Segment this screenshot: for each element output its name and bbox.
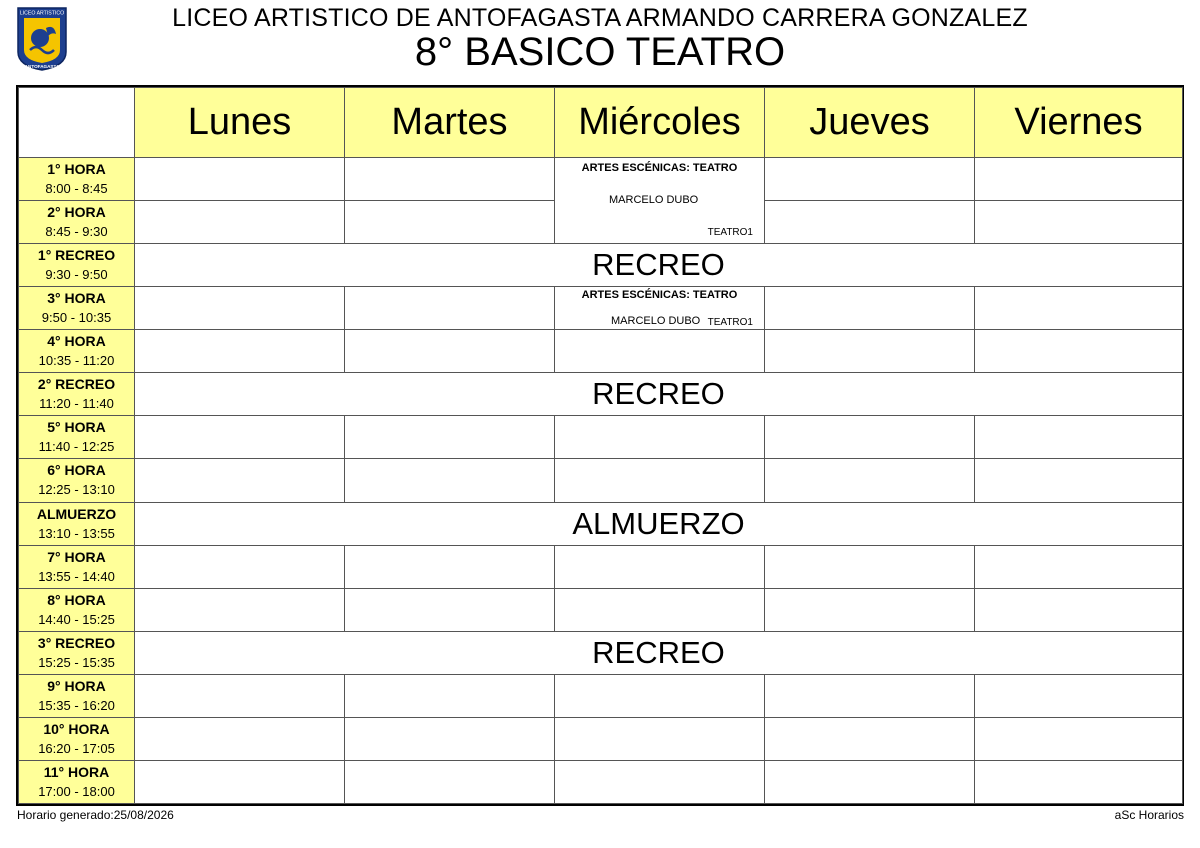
svg-text:ANTOFAGASTA: ANTOFAGASTA [24, 64, 60, 69]
break-row [19, 502, 1183, 545]
empty-slot [135, 459, 345, 502]
day-header-lunes: Lunes [135, 88, 345, 158]
lesson-subject: ARTES ESCÉNICAS: TEATRO [581, 162, 738, 174]
period-row [19, 588, 1183, 631]
empty-slot [345, 545, 555, 588]
day-header-viernes: Viernes [975, 88, 1183, 158]
empty-slot [975, 416, 1183, 459]
period-row [19, 545, 1183, 588]
empty-slot [975, 717, 1183, 760]
period-name: 5° HORA [47, 419, 106, 436]
period-time: 14:40 - 15:25 [38, 611, 115, 627]
software-credit: aSc Horarios [1114, 808, 1184, 822]
period-name: 2° RECREO [37, 376, 116, 393]
period-time: 8:00 - 8:45 [45, 181, 108, 197]
empty-slot [555, 760, 765, 803]
empty-slot [555, 416, 765, 459]
period-row [19, 287, 1183, 330]
period-label [19, 330, 135, 373]
corner-cell [19, 88, 135, 158]
empty-slot [345, 416, 555, 459]
empty-slot [345, 674, 555, 717]
period-label [19, 158, 135, 201]
empty-slot [975, 459, 1183, 502]
period-time: 15:35 - 16:20 [38, 697, 115, 713]
lesson-card [555, 287, 765, 330]
empty-slot [765, 330, 975, 373]
period-row [19, 330, 1183, 373]
empty-slot [975, 158, 1183, 201]
empty-slot [765, 459, 975, 502]
empty-slot [975, 287, 1183, 330]
period-name: 1° HORA [47, 161, 106, 178]
empty-slot [135, 201, 345, 244]
period-name: 2° HORA [47, 204, 106, 221]
lesson-teacher: MARCELO DUBO [611, 315, 701, 328]
period-time: 10:35 - 11:20 [38, 353, 115, 369]
empty-slot [135, 717, 345, 760]
period-label [19, 287, 135, 330]
empty-slot [135, 674, 345, 717]
empty-slot [135, 760, 345, 803]
empty-slot [135, 330, 345, 373]
lesson-room: TEATRO1 [707, 227, 753, 238]
period-name: 9° HORA [47, 677, 106, 694]
empty-slot [975, 201, 1183, 244]
period-name: 3° HORA [47, 290, 106, 307]
empty-slot [345, 201, 555, 244]
empty-slot [765, 674, 975, 717]
lesson-card [555, 158, 765, 244]
day-header-row [19, 88, 1183, 158]
period-time: 12:25 - 13:10 [38, 482, 115, 498]
lesson-subject: ARTES ESCÉNICAS: TEATRO [581, 289, 738, 302]
empty-slot [975, 330, 1183, 373]
period-label [19, 244, 135, 287]
period-row [19, 674, 1183, 717]
period-label [19, 201, 135, 244]
period-name: 10° HORA [43, 720, 110, 737]
empty-slot [345, 459, 555, 502]
empty-slot [345, 158, 555, 201]
break-label: RECREO [135, 373, 1183, 416]
empty-slot [135, 158, 345, 201]
period-time: 9:30 - 9:50 [45, 267, 108, 283]
period-label [19, 459, 135, 502]
period-time: 13:10 - 13:55 [38, 525, 115, 541]
day-header-miercoles: Miércoles [555, 88, 765, 158]
empty-slot [135, 416, 345, 459]
period-row [19, 158, 1183, 201]
period-time: 11:20 - 11:40 [39, 396, 114, 412]
period-label [19, 588, 135, 631]
period-time: 17:00 - 18:00 [38, 783, 115, 799]
period-label [19, 674, 135, 717]
empty-slot [765, 158, 975, 201]
empty-slot [975, 545, 1183, 588]
empty-slot [975, 674, 1183, 717]
period-time: 11:40 - 12:25 [38, 439, 115, 455]
empty-slot [765, 588, 975, 631]
period-name: 3° RECREO [37, 634, 116, 651]
empty-slot [345, 330, 555, 373]
period-time: 13:55 - 14:40 [38, 568, 115, 584]
period-label [19, 717, 135, 760]
empty-slot [555, 459, 765, 502]
empty-slot [345, 588, 555, 631]
period-label [19, 545, 135, 588]
lesson-teacher: MARCELO DUBO [609, 194, 699, 206]
empty-slot [135, 287, 345, 330]
period-row [19, 717, 1183, 760]
break-row [19, 244, 1183, 287]
empty-slot [555, 330, 765, 373]
break-row [19, 631, 1183, 674]
class-title: 8° BASICO TEATRO [414, 30, 786, 74]
empty-slot [765, 717, 975, 760]
empty-slot [345, 760, 555, 803]
period-name: 4° HORA [47, 333, 106, 350]
period-time: 16:20 - 17:05 [38, 740, 115, 756]
period-name: 6° HORA [47, 462, 106, 479]
empty-slot [135, 545, 345, 588]
school-title: LICEO ARTISTICO DE ANTOFAGASTA ARMANDO CARRERA GONZALEZ [172, 4, 1028, 32]
period-time: 8:45 - 9:30 [45, 224, 108, 240]
break-label: RECREO [135, 244, 1183, 287]
period-name: 7° HORA [47, 548, 106, 565]
period-label [19, 631, 135, 674]
empty-slot [765, 287, 975, 330]
day-header-jueves: Jueves [765, 88, 975, 158]
timetable [16, 85, 1184, 806]
period-name: 1° RECREO [37, 247, 116, 264]
period-row [19, 760, 1183, 803]
empty-slot [765, 201, 975, 244]
day-header-martes: Martes [345, 88, 555, 158]
svg-text:LICEO ARTISTICO: LICEO ARTISTICO [19, 10, 65, 17]
period-time: 15:25 - 15:35 [38, 654, 115, 670]
empty-slot [555, 588, 765, 631]
empty-slot [555, 717, 765, 760]
empty-slot [765, 760, 975, 803]
period-label [19, 502, 135, 545]
period-name: 8° HORA [47, 591, 106, 608]
period-name: ALMUERZO [36, 505, 117, 522]
break-label: ALMUERZO [135, 502, 1183, 545]
period-label [19, 416, 135, 459]
empty-slot [555, 545, 765, 588]
empty-slot [135, 588, 345, 631]
break-row [19, 373, 1183, 416]
break-label: RECREO [135, 631, 1183, 674]
empty-slot [345, 717, 555, 760]
period-label [19, 373, 135, 416]
empty-slot [975, 760, 1183, 803]
generated-date: Horario generado:25/08/2026 [17, 808, 174, 822]
empty-slot [345, 287, 555, 330]
period-name: 11° HORA [43, 763, 110, 780]
period-row [19, 459, 1183, 502]
empty-slot [765, 416, 975, 459]
period-row [19, 416, 1183, 459]
period-time: 9:50 - 10:35 [41, 310, 112, 326]
lesson-room: TEATRO1 [707, 317, 753, 329]
empty-slot [765, 545, 975, 588]
period-label [19, 760, 135, 803]
empty-slot [975, 588, 1183, 631]
empty-slot [555, 674, 765, 717]
